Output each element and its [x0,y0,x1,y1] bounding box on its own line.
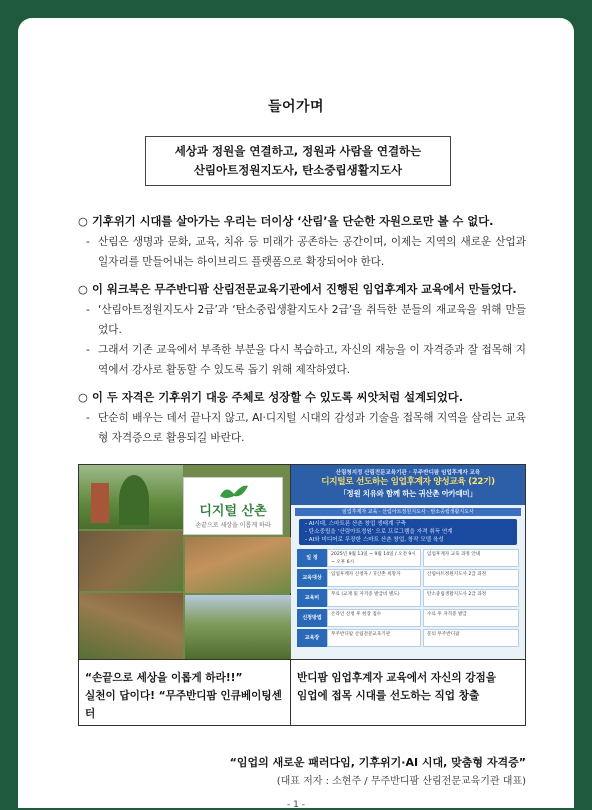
section-1 [78,212,526,272]
subtitle-line-1: 세상과 정원을 연결하고, 정원과 사람을 연결하는 [174,144,422,158]
pottery-photo [79,531,183,591]
circle-bullet-icon: ○ [78,391,88,404]
dash-bullet-icon: - [86,412,90,424]
section-item: 단순히 배우는 데서 끝나지 않고, AI·디지털 시대의 감성과 기술을 접목해 지역을 살리는 교육형 자격증으로 활용되길 바란다. [98,412,526,444]
poster-row-label: 교육대상 [297,569,327,587]
poster-row [297,609,519,627]
poster-row-value: 문의 무주반디팜 [423,629,519,647]
digital-sanchon-logo [183,477,283,535]
circle-bullet-icon: ○ [78,283,88,296]
dash-bullet-icon: - [86,236,90,248]
tree-photo [119,475,149,525]
caption-line: “손끝으로 세상을 이롭게 하라!!” [85,672,243,684]
page-title: 들어가며 [267,99,325,115]
photo-figure [78,464,526,726]
circle-bullet-icon: ○ [78,215,88,228]
landscape-photo [185,595,291,659]
poster-row-value: 임업후계자 교육 과정 안내 [423,549,519,567]
section-item: 산림은 생명과 문화, 교육, 치유 등 미래가 공존하는 공간이며, 이제는 지역의 새로운 산업과 일자리를 만들어내는 하이브리드 플랫폼으로 확장되어야 한다. [98,236,526,268]
poster-row-value: 2025년 9월 13일 ~ 9월 14일 / 오전 9시 ~ 오후 6시 [327,549,421,567]
section-heading: 이 워크북은 무주반디팜 산림전문교육기관에서 진행된 임업후계자 교육에서 만들었다. [92,283,517,296]
caption-right [291,660,525,726]
document-page [18,18,574,808]
poster-row-value: 무료 (교재 및 자격증 발급비 별도) [327,589,421,607]
poster-row [297,629,519,647]
poster-row-value: 온라인 신청 후 현장 접수 [327,609,421,627]
caption-left [79,660,291,726]
poster-panel [299,519,517,545]
poster-row-value: 임업후계자 신청자 / 귀산촌 희망자 [327,569,421,587]
poster-row-value: 산림아트정원지도사 2급 과정 [423,569,519,587]
garden-bench-photo [79,593,183,659]
garden-photo-collage [79,465,291,659]
caption-line: 실천이 답이다! “무주반디팜 인큐베이팅센터 [85,690,282,720]
logo-text: 디지털 산촌 [199,504,267,519]
poster-info-table [297,549,519,649]
poster-row-label: 교육비 [297,589,327,607]
page-number: - 1 - [287,800,305,810]
poster-panel-line: - AI시대, 스마트폰 산촌 창업 생태계 구축 [305,521,406,527]
dash-bullet-icon: - [86,344,90,356]
leaf-logo-icon [216,482,252,500]
section-heading: 이 두 자격은 기후위기 대응 주체로 성장할 수 있도록 씨앗처럼 설계되었다. [92,391,464,404]
logo-subtext: 손끝으로 세상을 이롭게 하라 [195,522,271,529]
poster-row-value: 수료 후 자격증 발급 [423,609,519,627]
education-poster [291,465,525,659]
poster-row-label: 신청방법 [297,609,327,627]
poster-panel-line: - AI와 미디어로 무장한 스마트 산촌 창업, 창작 모델 육성 [305,537,444,543]
section-heading: 기후위기 시대를 살아가는 우리는 더이상 ‘산림’을 단순한 자원으로만 볼 수 없다. [92,215,494,228]
figure-captions [79,659,525,725]
section-item: ‘산림아트정원지도사 2급’과 ‘탄소중립생활지도사 2급’을 취득한 분들의 재교육을 위해 만들었다. [98,304,526,336]
section-3 [78,388,526,448]
poster-row [297,569,519,587]
poster-band: 임업후계자 교육 · 산림아트정원지도사 · 탄소중립생활지도사 [295,508,521,516]
body-content [78,212,526,456]
poster-row [297,589,519,607]
poster-row-value: 무주반디팜 산림전문교육기관 [327,629,421,647]
poster-panel-line: - 탄소중립을 ‘산림아트정원’ 으로 프로그램을 자격 취득 연계 [305,529,453,535]
dash-bullet-icon: - [86,304,90,316]
poster-row-label: 교육장 [297,629,327,647]
subtitle-line-2: 산림아트정원지도사, 탄소중립생활지도사 [193,163,403,177]
poster-row-value: 탄소중립생활지도사 2급 과정 [423,589,519,607]
poster-top-text: 산림청지정 산림전문교육기관 · 무주반디팜 임업후계자 교육 [335,470,481,476]
craft-photo [185,537,291,593]
poster-row-label: 일 정 [297,549,327,567]
author-credit: (대표 저자 : 소현주 / 무주반디팜 산림전문교육기관 대표) [276,776,526,787]
poster-subtitle: 「정원 치유와 함께 하는 귀산촌 아카데미」 [339,489,477,498]
poster-title: 디지털로 선도하는 임업후계자 양성교육 (22기) [321,477,495,487]
section-item: 그래서 기존 교육에서 부족한 부분을 다시 복습하고, 자신의 재능을 이 자격증과 잘 접목해 지역에서 강사로 활동할 수 있도록 돕기 위해 제작하였다. [98,344,526,376]
poster-row [297,549,519,567]
subtitle-box [145,136,451,186]
section-2 [78,280,526,380]
closing-quote: “임업의 새로운 패러다임, 기후위기·AI 시대, 맞춤형 자격증” [229,756,526,769]
sculpture-photo [91,483,109,523]
caption-line: 반디팜 임업후계자 교육에서 자신의 강점을 [297,672,496,684]
caption-line: 임업에 접목 시대를 선도하는 직업 창출 [297,690,480,702]
